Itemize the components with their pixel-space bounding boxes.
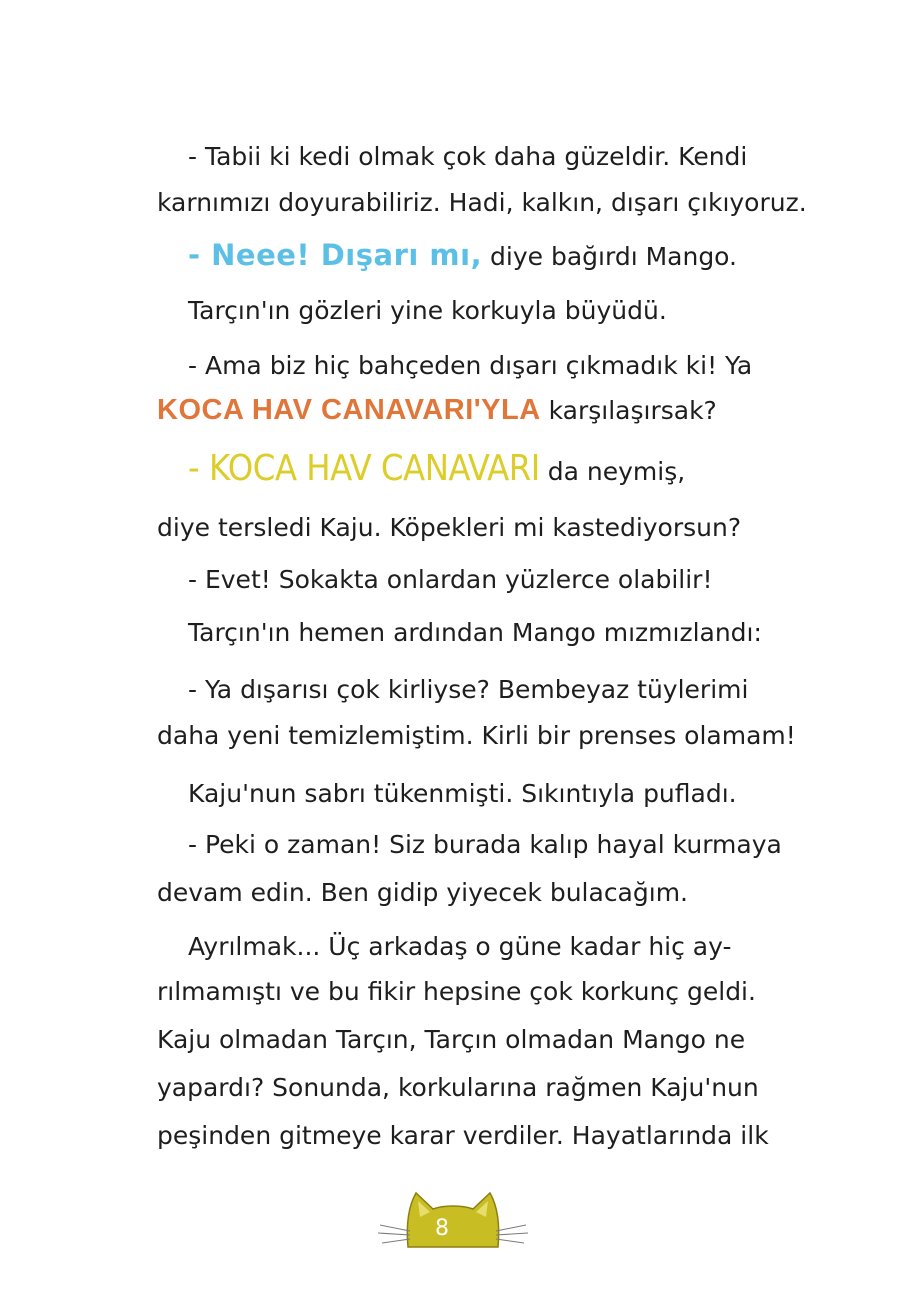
text-line: Tarçın'ın hemen ardından Mango mızmızlandı: <box>188 618 762 647</box>
text-line: rılmamıştı ve bu fikir hepsine çok korkunç geldi. <box>157 977 756 1006</box>
text-line: daha yeni temizlemiştim. Kirli bir prenses olamam! <box>157 721 796 750</box>
text-line: karnımızı doyurabiliriz. Hadi, kalkın, dışarı çıkıyoruz. <box>157 188 807 217</box>
highlight-blue: - Neee! Dışarı mı, <box>188 238 483 272</box>
text-line-highlight <box>157 393 735 428</box>
text-line: Kaju olmadan Tarçın, Tarçın olmadan Mango ne <box>157 1025 746 1054</box>
text-line: Ayrılmak... Üç arkadaş o güne kadar hiç ay- <box>188 932 732 961</box>
text-line: - Peki o zaman! Siz burada kalıp hayal kurmaya <box>188 830 782 859</box>
text-line: - Evet! Sokakta onlardan yüzlerce olabilir! <box>188 565 713 594</box>
text-line-highlight <box>188 448 735 489</box>
text-rest: diye bağırdı Mango. <box>482 242 737 271</box>
text-line: - Tabii ki kedi olmak çok daha güzeldir. Kendi <box>188 142 748 171</box>
text-line-highlight <box>188 238 735 274</box>
text-line: devam edin. Ben gidip yiyecek bulacağım. <box>157 878 688 907</box>
text-line: - Ama biz hiç bahçeden dışarı çıkmadık ki! Ya <box>188 351 753 380</box>
highlight-yellow: - KOCA HAV CANAVARI <box>188 448 540 489</box>
page-number: 8 <box>435 1216 449 1241</box>
text-line: diye tersledi Kaju. Köpekleri mi kastediyorsun? <box>157 513 742 542</box>
text-line: peşinden gitmeye karar verdiler. Hayatlarında ilk <box>157 1121 769 1150</box>
text-line: yapardı? Sonunda, korkularına rağmen Kaju'nun <box>157 1073 759 1102</box>
text-rest: da neymiş, <box>539 457 686 486</box>
text-line: Tarçın'ın gözleri yine korkuyla büyüdü. <box>188 296 667 325</box>
highlight-orange: KOCA HAV CANAVARI'YLA <box>157 394 541 426</box>
text-line: - Ya dışarısı çok kirliyse? Bembeyaz tüylerimi <box>188 675 749 704</box>
text-rest: karşılaşırsak? <box>540 396 717 425</box>
text-line: Kaju'nun sabrı tükenmişti. Sıkıntıyla pufladı. <box>188 779 737 808</box>
